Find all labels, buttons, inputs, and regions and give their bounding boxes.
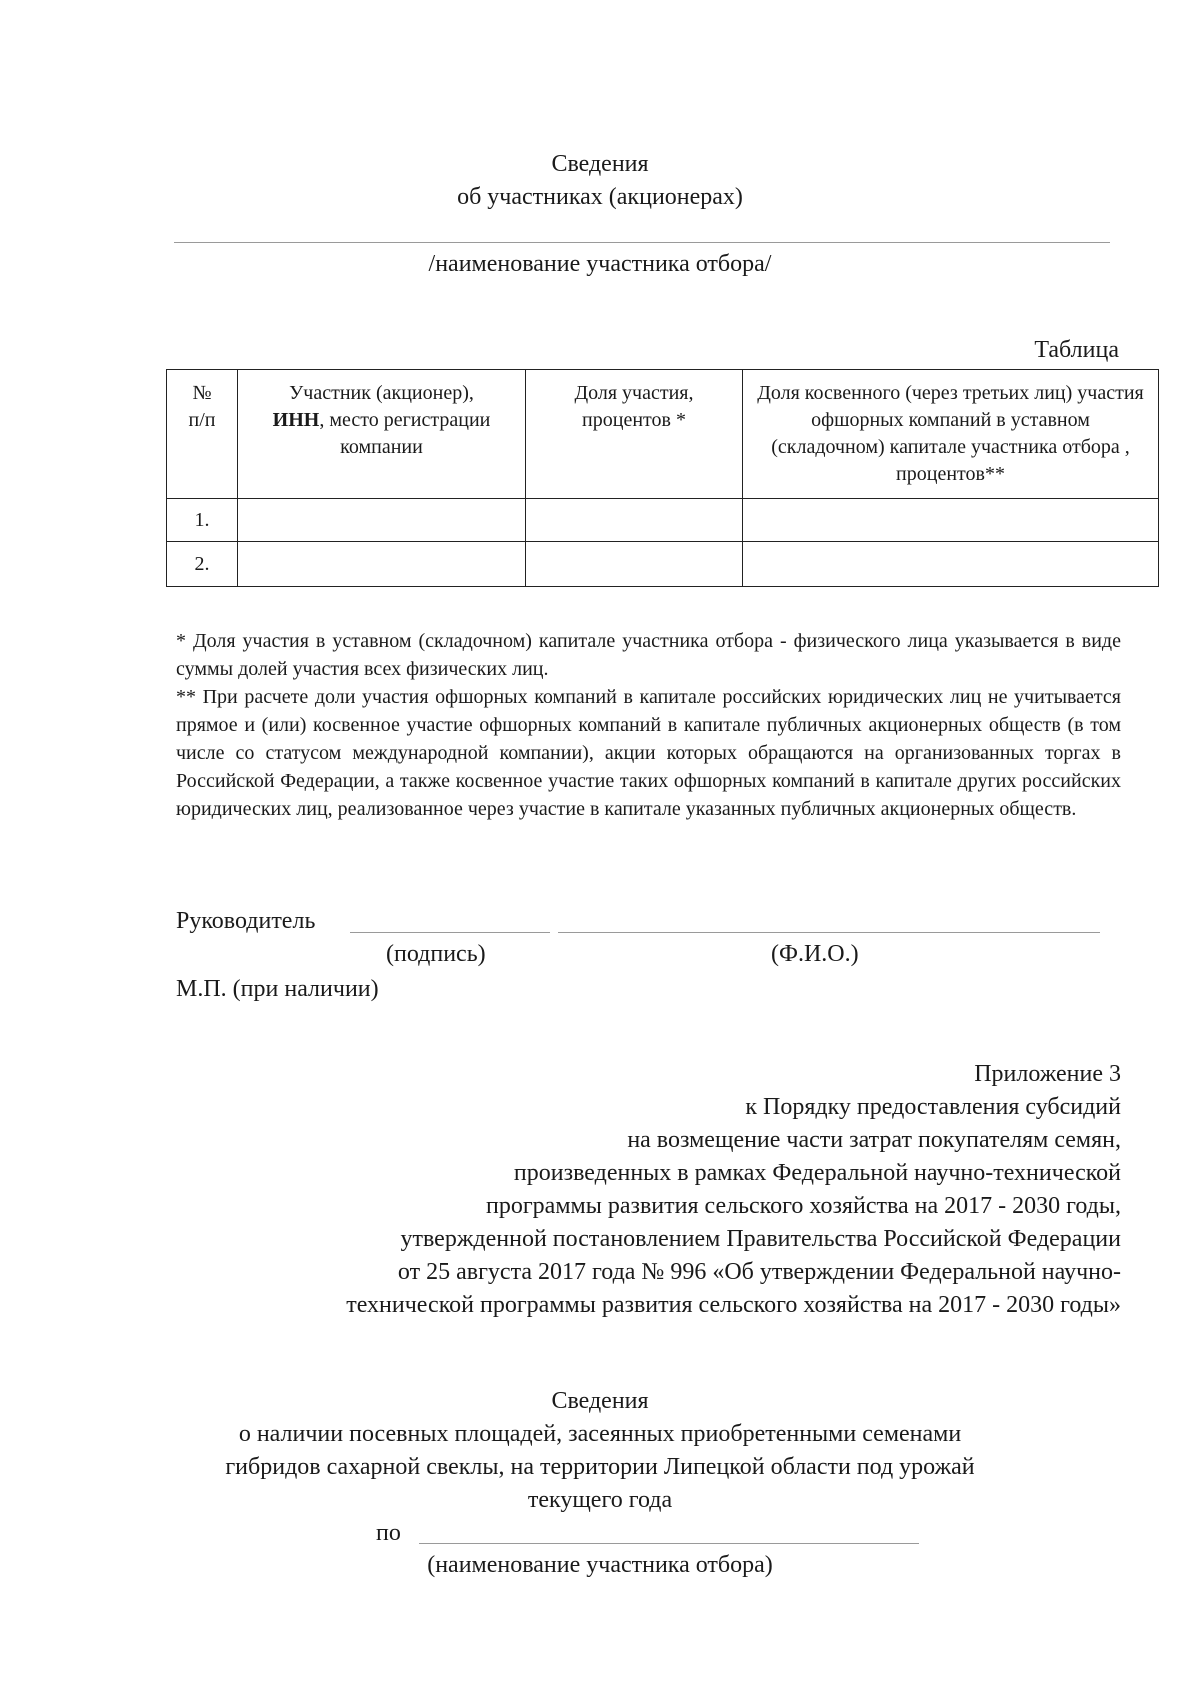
fio-line[interactable]	[558, 932, 1100, 933]
cell-share[interactable]	[526, 499, 743, 542]
header-number-sign: №	[192, 382, 212, 404]
stamp-label: М.П. (при наличии)	[176, 976, 379, 1002]
participant-name-caption: /наименование участника отбора/	[428, 251, 772, 277]
footnotes	[176, 627, 1121, 823]
cell-offshore[interactable]	[743, 542, 1159, 587]
signature-caption: (подпись)	[386, 941, 486, 967]
cell-number: 2.	[167, 542, 238, 587]
appendix-line: на возмещение части затрат покупателям семян,	[627, 1127, 1121, 1153]
table-row	[167, 499, 1159, 542]
form2-name-line[interactable]	[419, 1543, 919, 1544]
appendix-line: утвержденной постановлением Правительства Российской Федерации	[400, 1226, 1121, 1252]
signature-line[interactable]	[350, 932, 550, 933]
fio-caption: (Ф.И.О.)	[771, 941, 859, 967]
table-row	[167, 542, 1159, 587]
header-number	[167, 370, 238, 499]
form1-title: Сведения	[551, 151, 649, 177]
header-participant-line1: Участник (акционер),	[289, 382, 474, 404]
header-number-abbr: п/п	[188, 409, 216, 431]
header-share: Доля участия, процентов *	[526, 370, 743, 499]
header-participant	[238, 370, 526, 499]
cell-participant[interactable]	[238, 542, 526, 587]
header-offshore: Доля косвенного (через третьих лиц) участия офшорных компаний в уставном (складочном) капитале участника отбора , процентов**	[743, 370, 1159, 499]
appendix-line: к Порядку предоставления субсидий	[745, 1094, 1121, 1120]
header-participant-line2: , место регистрации	[319, 409, 491, 431]
header-participant-line3: компании	[340, 436, 423, 458]
footnote-1: * Доля участия в уставном (складочном) капитале участника отбора - физического лица указывается в виде суммы долей участия всех физических лиц.	[176, 630, 1121, 680]
cell-participant[interactable]	[238, 499, 526, 542]
appendix-line: произведенных в рамках Федеральной научно-технической	[513, 1160, 1121, 1186]
form2-line3: текущего года	[527, 1487, 673, 1513]
appendix-line: программы развития сельского хозяйства на 2017 - 2030 годы,	[485, 1193, 1121, 1219]
head-label: Руководитель	[176, 908, 316, 934]
form1-subtitle: об участниках (акционерах)	[457, 184, 743, 210]
participant-name-line[interactable]	[174, 242, 1110, 243]
header-participant-inn: ИНН	[272, 409, 320, 431]
appendix-line: Приложение 3	[974, 1061, 1121, 1087]
form2-line1: о наличии посевных площадей, засеянных приобретенными семенами	[238, 1421, 962, 1447]
appendix-header	[150, 1058, 1121, 1322]
cell-share[interactable]	[526, 542, 743, 587]
cell-offshore[interactable]	[743, 499, 1159, 542]
footnote-2: ** При расчете доли участия офшорных компаний в капитале российских юридических лиц не учитывается прямое и (или) косвенное участие офшорных компаний в капитале публичных акционерных обществ (в том числе со статусом международной компании), акции которых обращаются на организованных торгах в Российской Федерации, а также косвенное участие таких офшорных компаний в капитале других российских юридических лиц, реализованное через участие в капитале указанных публичных акционерных обществ.	[176, 686, 1121, 820]
cell-number: 1.	[167, 499, 238, 542]
form2-name-caption: (наименование участника отбора)	[427, 1552, 773, 1578]
form2-title: Сведения	[551, 1388, 649, 1414]
appendix-line: технической программы развития сельского хозяйства на 2017 - 2030 годы»	[346, 1292, 1121, 1318]
table-label: Таблица	[1034, 337, 1119, 363]
table-header-row	[167, 370, 1159, 499]
form2-line2: гибридов сахарной свеклы, на территории Липецкой области под урожай	[225, 1454, 975, 1480]
appendix-line: от 25 августа 2017 года № 996 «Об утверждении Федеральной научно-	[397, 1259, 1121, 1285]
participants-table	[166, 369, 1159, 587]
form2-by-label: по	[376, 1520, 401, 1546]
